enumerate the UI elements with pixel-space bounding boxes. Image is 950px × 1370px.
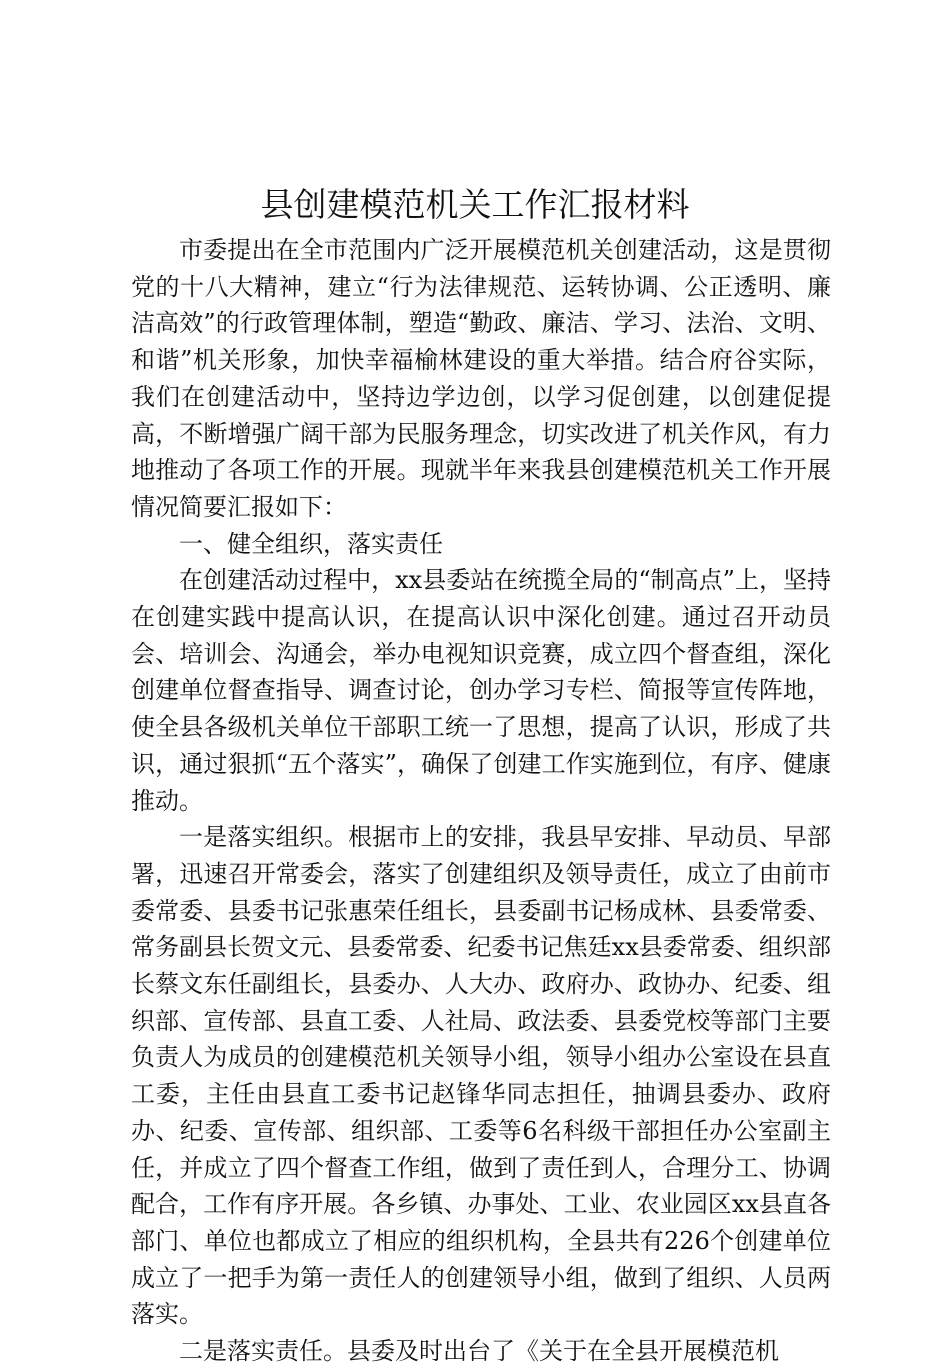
section-heading-1: 一、健全组织，落实责任 [179,529,443,558]
document-title: 县创建模范机关工作汇报材料 [260,185,690,224]
intro-paragraph: 市委提出在全市范围内广泛开展模范机关创建活动，这是贯彻党的十八大精神，建立“行为法律规范、运转协调、公正透明、廉洁高效”的行政管理体制，塑造“勤政、廉洁、学习、法治、文明、和谐”机关形象，加快幸福榆林建设的重大举措。结合府谷实际，我们在创建活动中，坚持边学边创，以学习促创建，以创建促提高，不断增强广阔干部为民服务理念，切实改进了机关作风，有力地推动了各项工作的开展。现就半年来我县创建模范机关工作开展情况简要汇报如下： [131,236,831,521]
document-body [131,232,831,1370]
point-1-paragraph: 一是落实组织。根据市上的安排，我县早安排、早动员、早部署，迅速召开常委会，落实了创建组织及领导责任，成立了由前市委常委、县委书记张惠荣任组长，县委副书记杨成林、县委常委、常务副县长贺文元、县委常委、纪委书记焦廷xx县委常委、组织部长蔡文东任副组长，县委办、人大办、政府办、政协办、纪委、组织部、宣传部、县直工委、人社局、政法委、县委党校等部门主要负责人为成员的创建模范机关领导小组，领导小组办公室设在县直工委，主任由县直工委书记赵锋华同志担任，抽调县委办、政府办、纪委、宣传部、组织部、工委等6名科级干部担任办公室副主任，并成立了四个督查工作组，做到了责任到人，合理分工、协调配合，工作有序开展。各乡镇、办事处、工业、农业园区xx县直各部门、单位也都成立了相应的组织机构，全县共有226个创建单位成立了一把手为第一责任人的创建领导小组，做到了组织、人员两落实。 [131,823,831,1329]
point-2-paragraph: 二是落实责任。县委及时出台了《关于在全县开展模范机 [179,1337,779,1366]
section-1-paragraph: 在创建活动过程中，xx县委站在统揽全局的“制高点”上，坚持在创建实践中提高认识，在提高认识中深化创建。通过召开动员会、培训会、沟通会，举办电视知识竞赛，成立四个督查组，深化创建单位督查指导、调查讨论，创办学习专栏、简报等宣传阵地，使全县各级机关单位干部职工统一了思想，提高了认识，形成了共识，通过狠抓“五个落实”，确保了创建工作实施到位，有序、健康推动。 [131,566,831,815]
